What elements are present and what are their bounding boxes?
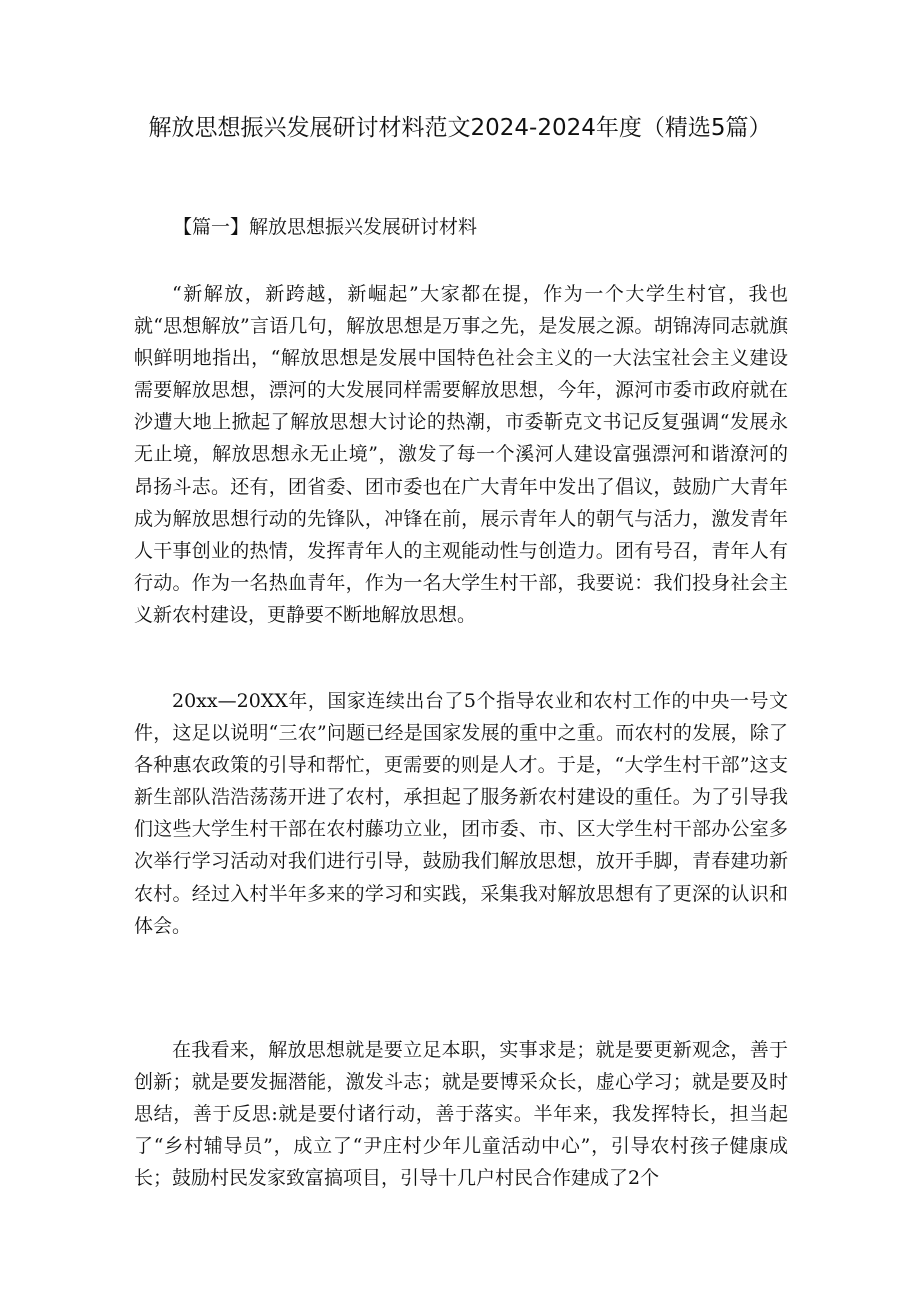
- paragraph-3: 在我看来，解放思想就是要立足本职，实事求是；就是要更新观念，善于创新；就是要发掘潜能，激发斗志；就是要博采众长，虚心学习；就是要及时思结，善于反思:就是要付诸行动，善于落实。半年来，我发挥特长，担当起了“乡村辅导员”，成立了“尹庄村少年儿童活动中心”，引导农村孩子健康成长；鼓励村民发家致富搞项目，引导十几户村民合作建成了2个: [134, 1039, 788, 1190]
- section-heading: 【篇一】解放思想振兴发展研讨材料: [173, 216, 478, 238]
- paragraph-2: 20xx—20XX年，国家连续出台了5个指导农业和农村工作的中央一号文件，这足以说明“三农”问题已经是国家发展的重中之重。而农村的发展，除了各种惠农政策的引导和帮忙，更需要的则是人才。于是，“大学生村干部”这支新生部队浩浩荡荡开进了农村，承担起了服务新农村建设的重任。为了引导我们这些大学生村干部在农村藤功立业，团市委、市、区大学生村干部办公室多次举行学习活动对我们进行引导，鼓励我们解放思想，放开手脚，青春建功新农村。经过入村半年多来的学习和实践，采集我对解放思想有了更深的认识和体会。: [134, 690, 788, 937]
- paragraph-1: “新解放，新跨越，新崛起”大家都在提，作为一个大学生村官，我也就“思想解放”言语几句，解放思想是万事之先，是发展之源。胡锦涛同志就旗帜鲜明地指出，“解放思想是发展中国特色社会主义的一大法宝社会主义建设需要解放思想，漂河的大发展同样需要解放思想，今年，源河市委市政府就在沙遭大地上掀起了解放思想大讨论的热潮，市委靳克文书记反复强调“发展永无止境，解放思想永无止境”，激发了每一个溪河人建设富强漂河和谐潦河的昂扬斗志。还有，团省委、团市委也在广大青年中发出了倡议，鼓励广大青年成为解放思想行动的先锋队，冲锋在前，展示青年人的朝气与活力，激发青年人干事创业的热情，发挥青年人的主观能动性与创造力。团有号召，青年人有行动。作为一名热血青年，作为一名大学生村干部，我要说：我们投身社会主义新农村建设，更静要不断地解放思想。: [134, 283, 788, 626]
- document-title: 解放思想振兴发展研讨材料范文2024-2024年度（精选5篇）: [148, 115, 772, 141]
